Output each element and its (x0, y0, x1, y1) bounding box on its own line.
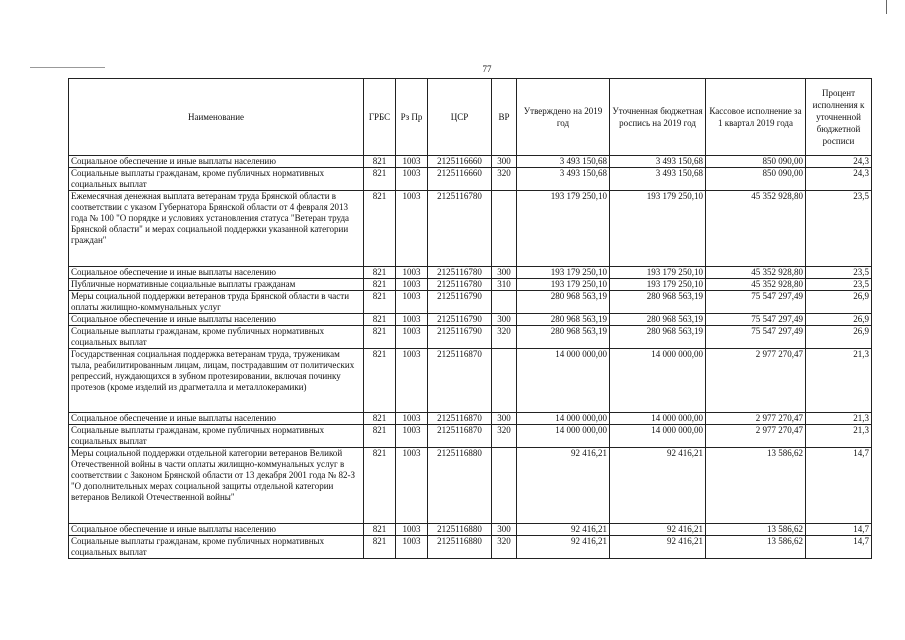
row-vr (492, 291, 517, 314)
row-percent: 21,3 (806, 425, 872, 448)
row-cash: 75 547 297,49 (706, 326, 806, 349)
row-cash: 45 352 928,80 (706, 191, 806, 267)
row-cash: 13 586,62 (706, 448, 806, 524)
row-refined: 280 968 563,19 (610, 326, 706, 349)
row-grbs: 821 (364, 448, 396, 524)
row-approved: 3 493 150,68 (517, 156, 610, 168)
row-cash: 2 977 270,47 (706, 425, 806, 448)
row-grbs: 821 (364, 191, 396, 267)
row-refined: 280 968 563,19 (610, 314, 706, 326)
header-refined: Уточненная бюджетная роспись на 2019 год (610, 79, 706, 156)
table-row (69, 314, 872, 326)
row-approved: 92 416,21 (517, 524, 610, 536)
row-cash: 45 352 928,80 (706, 267, 806, 279)
page-number: 77 (482, 64, 492, 74)
header-csr: ЦСР (428, 79, 492, 156)
row-percent: 21,3 (806, 349, 872, 413)
row-grbs: 821 (364, 279, 396, 291)
row-grbs: 821 (364, 291, 396, 314)
row-grbs: 821 (364, 326, 396, 349)
row-csr: 2125116870 (428, 413, 492, 425)
row-rz-pr: 1003 (396, 267, 428, 279)
row-name: Ежемесячная денежная выплата ветеранам труда Брянской области в соответствии с указом Губернатора Брянской области от 4 февраля 2013 года № 100 "О порядке и условиях установления статуса "Ветеран труда Брянской области" и мерах социальной поддержки указанной категории граждан" (69, 191, 364, 267)
row-csr: 2125116870 (428, 425, 492, 448)
row-refined: 92 416,21 (610, 536, 706, 559)
row-approved: 280 968 563,19 (517, 291, 610, 314)
row-rz-pr: 1003 (396, 326, 428, 349)
row-percent: 21,3 (806, 413, 872, 425)
row-name: Социальные выплаты гражданам, кроме публичных нормативных социальных выплат (69, 536, 364, 559)
row-refined: 193 179 250,10 (610, 279, 706, 291)
row-grbs: 821 (364, 314, 396, 326)
row-percent: 26,9 (806, 326, 872, 349)
top-left-rule (30, 67, 105, 68)
row-name: Социальные выплаты гражданам, кроме публичных нормативных социальных выплат (69, 326, 364, 349)
table-header-row (69, 79, 872, 156)
row-percent: 14,7 (806, 448, 872, 524)
row-name: Публичные нормативные социальные выплаты гражданам (69, 279, 364, 291)
row-approved: 92 416,21 (517, 448, 610, 524)
table-row (69, 326, 872, 349)
row-csr: 2125116790 (428, 326, 492, 349)
row-rz-pr: 1003 (396, 168, 428, 191)
row-approved: 14 000 000,00 (517, 349, 610, 413)
row-approved: 193 179 250,10 (517, 191, 610, 267)
row-vr: 320 (492, 168, 517, 191)
row-refined: 3 493 150,68 (610, 156, 706, 168)
row-name: Социальное обеспечение и иные выплаты населению (69, 524, 364, 536)
row-approved: 92 416,21 (517, 536, 610, 559)
row-csr: 2125116780 (428, 191, 492, 267)
table-row (69, 413, 872, 425)
row-name: Социальные выплаты гражданам, кроме публичных нормативных социальных выплат (69, 425, 364, 448)
row-approved: 3 493 150,68 (517, 168, 610, 191)
header-rz-pr: Рз Пр (396, 79, 428, 156)
row-approved: 280 968 563,19 (517, 326, 610, 349)
row-approved: 14 000 000,00 (517, 425, 610, 448)
row-refined: 14 000 000,00 (610, 349, 706, 413)
row-rz-pr: 1003 (396, 448, 428, 524)
header-cash: Кассовое исполнение за 1 квартал 2019 года (706, 79, 806, 156)
row-refined: 193 179 250,10 (610, 267, 706, 279)
row-cash: 45 352 928,80 (706, 279, 806, 291)
row-cash: 13 586,62 (706, 524, 806, 536)
row-approved: 14 000 000,00 (517, 413, 610, 425)
header-approved: Утверждено на 2019 год (517, 79, 610, 156)
row-rz-pr: 1003 (396, 291, 428, 314)
table-row (69, 156, 872, 168)
table-row (69, 448, 872, 524)
row-rz-pr: 1003 (396, 425, 428, 448)
row-percent: 23,5 (806, 267, 872, 279)
table-row (69, 279, 872, 291)
row-percent: 23,5 (806, 279, 872, 291)
row-percent: 23,5 (806, 191, 872, 267)
row-rz-pr: 1003 (396, 314, 428, 326)
row-refined: 280 968 563,19 (610, 291, 706, 314)
row-csr: 2125116780 (428, 267, 492, 279)
row-percent: 14,7 (806, 524, 872, 536)
row-csr: 2125116790 (428, 291, 492, 314)
row-vr: 300 (492, 267, 517, 279)
row-refined: 193 179 250,10 (610, 191, 706, 267)
row-vr: 300 (492, 156, 517, 168)
row-refined: 14 000 000,00 (610, 425, 706, 448)
right-margin-rule (886, 0, 887, 14)
row-vr: 300 (492, 524, 517, 536)
row-refined: 14 000 000,00 (610, 413, 706, 425)
row-grbs: 821 (364, 168, 396, 191)
row-vr: 320 (492, 326, 517, 349)
row-rz-pr: 1003 (396, 191, 428, 267)
row-percent: 24,3 (806, 156, 872, 168)
row-refined: 3 493 150,68 (610, 168, 706, 191)
row-grbs: 821 (364, 349, 396, 413)
row-refined: 92 416,21 (610, 448, 706, 524)
row-rz-pr: 1003 (396, 524, 428, 536)
row-grbs: 821 (364, 267, 396, 279)
row-vr (492, 448, 517, 524)
row-name: Государственная социальная поддержка ветеранам труда, труженикам тыла, реабилитированным лицам, лицам, пострадавшим от политических репрессий, нуждающихся в зубном протезировании, включая починку протезов (кроме изделий из драгметалла и металлокерамики) (69, 349, 364, 413)
row-cash: 2 977 270,47 (706, 413, 806, 425)
row-grbs: 821 (364, 536, 396, 559)
budget-table (68, 78, 872, 559)
row-vr (492, 349, 517, 413)
row-percent: 26,9 (806, 314, 872, 326)
row-grbs: 821 (364, 425, 396, 448)
row-vr: 300 (492, 413, 517, 425)
row-approved: 193 179 250,10 (517, 279, 610, 291)
row-cash: 13 586,62 (706, 536, 806, 559)
row-csr: 2125116880 (428, 536, 492, 559)
table-row (69, 168, 872, 191)
row-csr: 2125116870 (428, 349, 492, 413)
row-name: Социальное обеспечение и иные выплаты населению (69, 156, 364, 168)
row-name: Социальные выплаты гражданам, кроме публичных нормативных социальных выплат (69, 168, 364, 191)
header-grbs: ГРБС (364, 79, 396, 156)
row-cash: 2 977 270,47 (706, 349, 806, 413)
table-row (69, 425, 872, 448)
row-rz-pr: 1003 (396, 156, 428, 168)
row-cash: 75 547 297,49 (706, 314, 806, 326)
row-grbs: 821 (364, 413, 396, 425)
row-rz-pr: 1003 (396, 279, 428, 291)
table-row (69, 349, 872, 413)
row-name: Социальное обеспечение и иные выплаты населению (69, 413, 364, 425)
table-row (69, 267, 872, 279)
row-name: Меры социальной поддержки отдельной категории ветеранов Великой Отечественной войны в части оплаты жилищно-коммунальных услуг в соответствии с Законом Брянской области от 13 декабря 2001 года № 82-З "О дополнительных мерах социальной защиты отдельной категории ветеранов Великой Отечественной войны" (69, 448, 364, 524)
table-row (69, 291, 872, 314)
row-approved: 193 179 250,10 (517, 267, 610, 279)
row-name: Социальное обеспечение и иные выплаты населению (69, 314, 364, 326)
row-name: Социальное обеспечение и иные выплаты населению (69, 267, 364, 279)
row-csr: 2125116780 (428, 279, 492, 291)
row-percent: 24,3 (806, 168, 872, 191)
row-csr: 2125116790 (428, 314, 492, 326)
row-rz-pr: 1003 (396, 413, 428, 425)
row-vr: 300 (492, 314, 517, 326)
row-cash: 850 090,00 (706, 168, 806, 191)
row-name: Меры социальной поддержки ветеранов труда Брянской области в части оплаты жилищно-коммунальных услуг (69, 291, 364, 314)
row-percent: 26,9 (806, 291, 872, 314)
row-grbs: 821 (364, 156, 396, 168)
row-csr: 2125116880 (428, 448, 492, 524)
table-row (69, 191, 872, 267)
header-name: Наименование (69, 79, 364, 156)
table-row (69, 536, 872, 559)
header-percent: Процент исполнения к уточненной бюджетной росписи (806, 79, 872, 156)
row-csr: 2125116880 (428, 524, 492, 536)
row-cash: 75 547 297,49 (706, 291, 806, 314)
row-rz-pr: 1003 (396, 536, 428, 559)
row-approved: 280 968 563,19 (517, 314, 610, 326)
row-percent: 14,7 (806, 536, 872, 559)
row-vr: 320 (492, 425, 517, 448)
row-csr: 2125116660 (428, 156, 492, 168)
table-row (69, 524, 872, 536)
row-grbs: 821 (364, 524, 396, 536)
row-csr: 2125116660 (428, 168, 492, 191)
row-refined: 92 416,21 (610, 524, 706, 536)
row-vr: 320 (492, 536, 517, 559)
row-rz-pr: 1003 (396, 349, 428, 413)
row-vr: 310 (492, 279, 517, 291)
row-cash: 850 090,00 (706, 156, 806, 168)
row-vr (492, 191, 517, 267)
header-vr: ВР (492, 79, 517, 156)
